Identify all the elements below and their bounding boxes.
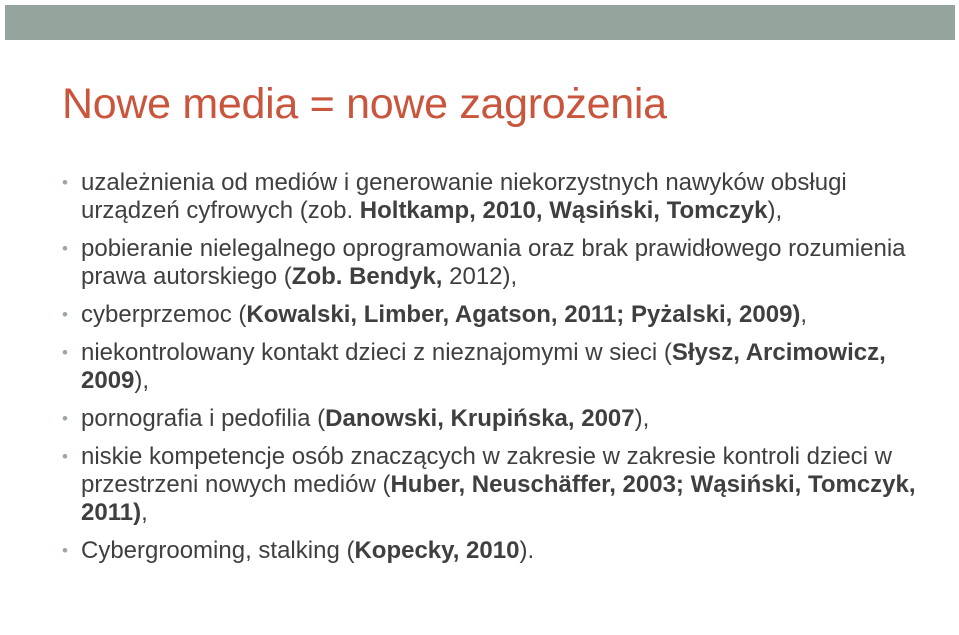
bullet-text: niekontrolowany kontakt dzieci z nieznajomymi w sieci ( (81, 339, 672, 366)
header-accent-bar (5, 5, 955, 40)
bullet-citation: Kopecky, 2010 (354, 537, 520, 564)
bullet-item-addiction (62, 169, 942, 225)
bullet-text: uzależnienia od mediów i generowanie niekorzystnych nawyków obsługi urządzeń cyfrowych (zob. (81, 169, 847, 224)
bullet-icon: • (62, 239, 68, 258)
bullet-citation: Danowski, Krupińska, 2007 (325, 405, 635, 432)
bullet-text-end: , (800, 301, 808, 328)
bullet-text-end: ), (134, 367, 150, 394)
bullet-item-low-competence (62, 443, 942, 527)
bullet-icon: • (62, 305, 68, 324)
slide-title: Nowe media = nowe zagrożenia (62, 80, 667, 128)
bullet-citation: Huber, Neuschäffer, 2003; Wąsiński, Tomczyk, 2011) (81, 471, 916, 526)
bullet-citation: Zob. Bendyk, (291, 263, 443, 290)
bullet-citation: Holtkamp, 2010, Wąsiński, Tomczyk (359, 197, 768, 224)
bullet-citation: Słysz, Arcimowicz, 2009 (81, 339, 886, 394)
bullet-item-cybergrooming (62, 537, 942, 565)
bullet-text-end: ), (634, 405, 650, 432)
bullet-list (62, 169, 942, 565)
bullet-icon: • (62, 447, 68, 466)
bullet-citation: Kowalski, Limber, Agatson, 2011; Pyżalski, 2009) (246, 301, 801, 328)
bullet-item-cyberbullying (62, 301, 942, 329)
bullet-text: cyberprzemoc ( (81, 301, 247, 328)
bullet-text: pobieranie nielegalnego oprogramowania oraz brak prawidłowego rozumienia prawa autorskiego ( (81, 235, 906, 290)
bullet-item-piracy (62, 235, 942, 291)
bullet-item-pornography (62, 405, 942, 433)
bullet-text-end: 2012), (442, 263, 518, 290)
bullet-text: niskie kompetencje osób znaczących w zakresie w zakresie kontroli dzieci w przestrzeni nowych mediów ( (81, 443, 893, 498)
bullet-icon: • (62, 409, 68, 428)
bullet-text-end: , (141, 499, 148, 526)
bullet-icon: • (62, 541, 68, 560)
bullet-text: Cybergrooming, stalking ( (81, 537, 355, 564)
bullet-item-stranger-contact (62, 339, 942, 395)
bullet-text-end: ), (767, 197, 783, 224)
bullet-icon: • (62, 173, 68, 192)
bullet-icon: • (62, 343, 68, 362)
bullet-text: pornografia i pedofilia ( (81, 405, 326, 432)
bullet-text-end: ). (519, 537, 535, 564)
